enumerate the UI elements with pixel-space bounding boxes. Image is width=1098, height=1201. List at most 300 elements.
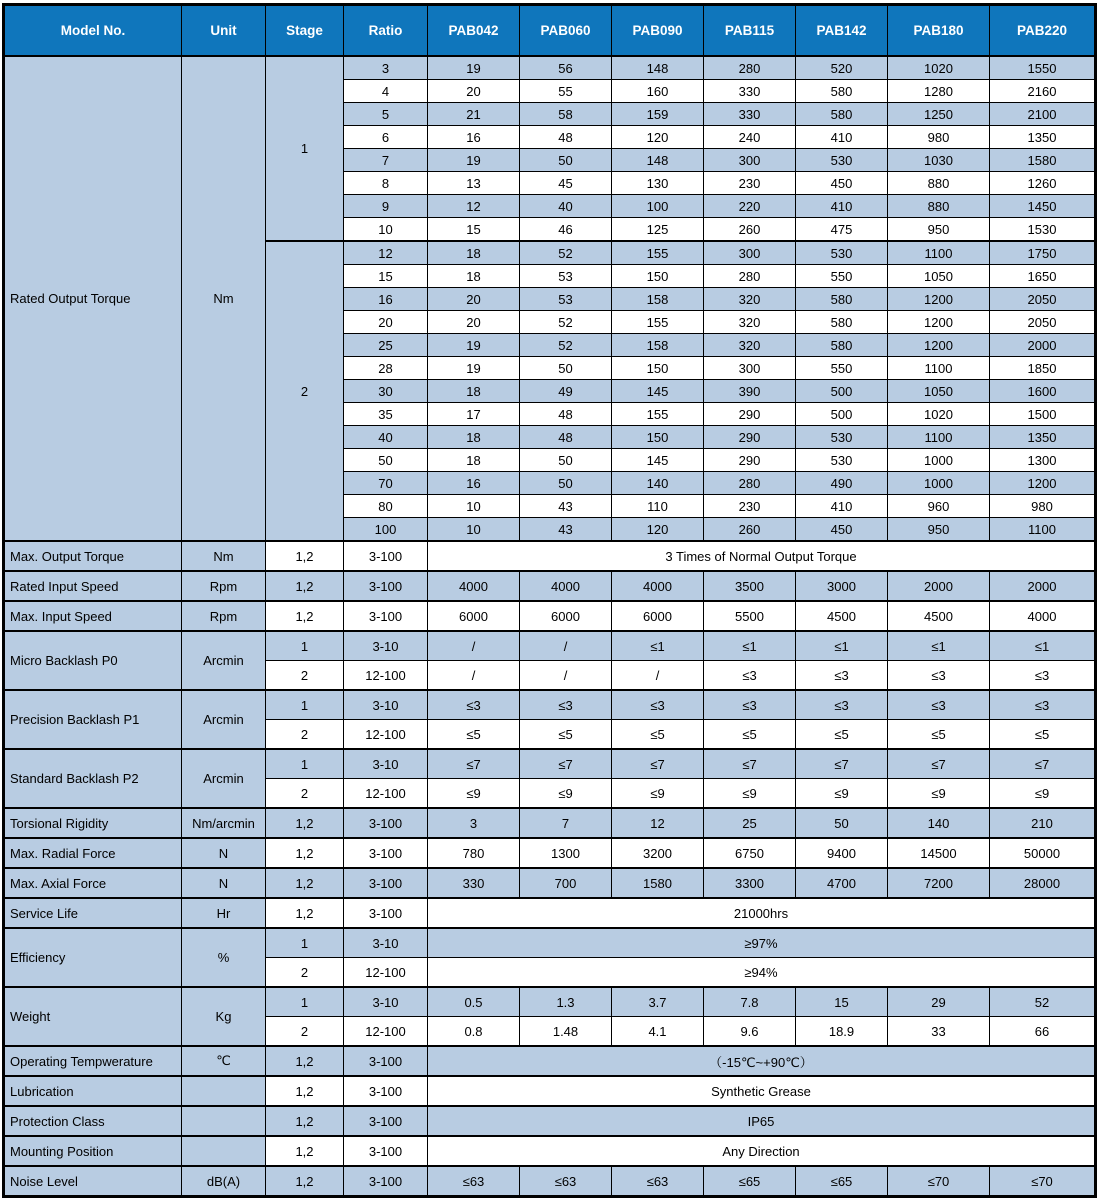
value-cell: 18 bbox=[428, 380, 520, 403]
unit-cell: dB(A) bbox=[182, 1166, 266, 1197]
ratio-cell: 12-100 bbox=[344, 779, 428, 809]
value-cell: ≤1 bbox=[888, 631, 990, 661]
value-cell: 980 bbox=[990, 495, 1096, 518]
stage-cell: 1 bbox=[266, 631, 344, 661]
value-cell: ≤3 bbox=[796, 690, 888, 720]
value-cell: 960 bbox=[888, 495, 990, 518]
ratio-cell: 30 bbox=[344, 380, 428, 403]
value-cell: 1530 bbox=[990, 218, 1096, 242]
stage-cell: 1,2 bbox=[266, 808, 344, 838]
ratio-cell: 8 bbox=[344, 172, 428, 195]
value-cell: 9.6 bbox=[704, 1017, 796, 1047]
value-cell: 1200 bbox=[888, 311, 990, 334]
row-label: Noise Level bbox=[4, 1166, 182, 1197]
value-cell: 230 bbox=[704, 172, 796, 195]
stage-cell: 2 bbox=[266, 958, 344, 988]
ratio-cell: 12-100 bbox=[344, 1017, 428, 1047]
value-cell: 145 bbox=[612, 380, 704, 403]
value-cell: ≤7 bbox=[888, 749, 990, 779]
value-cell: 1100 bbox=[888, 241, 990, 265]
value-cell: ≤1 bbox=[990, 631, 1096, 661]
ratio-cell: 3-100 bbox=[344, 1136, 428, 1166]
value-cell: ≤5 bbox=[796, 720, 888, 750]
ratio-cell: 7 bbox=[344, 149, 428, 172]
row-label: Standard Backlash P2 bbox=[4, 749, 182, 808]
ratio-cell: 12-100 bbox=[344, 720, 428, 750]
value-cell: 980 bbox=[888, 126, 990, 149]
value-cell: 6000 bbox=[612, 601, 704, 631]
value-cell: 530 bbox=[796, 149, 888, 172]
value-cell: ≤3 bbox=[796, 661, 888, 691]
value-cell: 410 bbox=[796, 195, 888, 218]
value-cell: 580 bbox=[796, 334, 888, 357]
ratio-cell: 10 bbox=[344, 218, 428, 242]
value-cell: 52 bbox=[520, 311, 612, 334]
value-cell: ≤9 bbox=[704, 779, 796, 809]
stage-cell: 1,2 bbox=[266, 1106, 344, 1136]
value-cell: 530 bbox=[796, 449, 888, 472]
ratio-cell: 4 bbox=[344, 80, 428, 103]
value-cell: 530 bbox=[796, 426, 888, 449]
ratio-cell: 3 bbox=[344, 56, 428, 80]
value-cell: 159 bbox=[612, 103, 704, 126]
value-cell: 7200 bbox=[888, 868, 990, 898]
span-value-cell: 3 Times of Normal Output Torque bbox=[428, 541, 1096, 571]
value-cell: 390 bbox=[704, 380, 796, 403]
value-cell: 290 bbox=[704, 403, 796, 426]
value-cell: 45 bbox=[520, 172, 612, 195]
value-cell: 19 bbox=[428, 56, 520, 80]
value-cell: / bbox=[520, 661, 612, 691]
unit-cell: Hr bbox=[182, 898, 266, 928]
value-cell: 140 bbox=[612, 472, 704, 495]
value-cell: 48 bbox=[520, 126, 612, 149]
row-label: Max. Axial Force bbox=[4, 868, 182, 898]
value-cell: 1100 bbox=[990, 518, 1096, 542]
value-cell: 158 bbox=[612, 288, 704, 311]
table-row bbox=[4, 541, 1096, 571]
stage-cell: 2 bbox=[266, 720, 344, 750]
stage-cell: 1 bbox=[266, 749, 344, 779]
header-row bbox=[4, 5, 1096, 57]
header-cell-stage: Stage bbox=[266, 5, 344, 57]
value-cell: 1580 bbox=[990, 149, 1096, 172]
value-cell: ≤9 bbox=[520, 779, 612, 809]
value-cell: 320 bbox=[704, 288, 796, 311]
row-label: Precision Backlash P1 bbox=[4, 690, 182, 749]
spec-table bbox=[2, 3, 1097, 1198]
value-cell: 155 bbox=[612, 311, 704, 334]
value-cell: 56 bbox=[520, 56, 612, 80]
table-row bbox=[4, 987, 1096, 1017]
value-cell: ≤5 bbox=[612, 720, 704, 750]
value-cell: 500 bbox=[796, 380, 888, 403]
value-cell: 4000 bbox=[612, 571, 704, 601]
value-cell: ≤3 bbox=[888, 661, 990, 691]
span-value-cell: （-15℃~+90℃） bbox=[428, 1046, 1096, 1076]
value-cell: 148 bbox=[612, 56, 704, 80]
value-cell: 15 bbox=[796, 987, 888, 1017]
unit-cell: Kg bbox=[182, 987, 266, 1046]
ratio-cell: 80 bbox=[344, 495, 428, 518]
value-cell: 1100 bbox=[888, 357, 990, 380]
value-cell: 1200 bbox=[990, 472, 1096, 495]
value-cell: 3000 bbox=[796, 571, 888, 601]
value-cell: 4000 bbox=[990, 601, 1096, 631]
ratio-cell: 40 bbox=[344, 426, 428, 449]
value-cell: 20 bbox=[428, 311, 520, 334]
value-cell: 330 bbox=[704, 80, 796, 103]
header-cell-pab142: PAB142 bbox=[796, 5, 888, 57]
stage-cell: 1 bbox=[266, 56, 344, 241]
value-cell: 6750 bbox=[704, 838, 796, 868]
table-row bbox=[4, 838, 1096, 868]
value-cell: 4000 bbox=[520, 571, 612, 601]
value-cell: 5500 bbox=[704, 601, 796, 631]
value-cell: 880 bbox=[888, 195, 990, 218]
row-label: Max. Input Speed bbox=[4, 601, 182, 631]
stage-cell: 1,2 bbox=[266, 1076, 344, 1106]
value-cell: ≤9 bbox=[990, 779, 1096, 809]
span-value-cell: IP65 bbox=[428, 1106, 1096, 1136]
value-cell: ≤1 bbox=[796, 631, 888, 661]
table-row bbox=[4, 631, 1096, 661]
value-cell: 18 bbox=[428, 449, 520, 472]
stage-cell: 2 bbox=[266, 241, 344, 541]
value-cell: 21 bbox=[428, 103, 520, 126]
value-cell: 52 bbox=[520, 241, 612, 265]
table-row bbox=[4, 690, 1096, 720]
stage-cell: 1,2 bbox=[266, 541, 344, 571]
unit-cell: N bbox=[182, 868, 266, 898]
value-cell: 1200 bbox=[888, 288, 990, 311]
ratio-cell: 25 bbox=[344, 334, 428, 357]
value-cell: 19 bbox=[428, 149, 520, 172]
header-cell-pab180: PAB180 bbox=[888, 5, 990, 57]
value-cell: 12 bbox=[612, 808, 704, 838]
value-cell: 1030 bbox=[888, 149, 990, 172]
value-cell: 300 bbox=[704, 241, 796, 265]
value-cell: 7.8 bbox=[704, 987, 796, 1017]
value-cell: 18 bbox=[428, 241, 520, 265]
value-cell: 1850 bbox=[990, 357, 1096, 380]
value-cell: ≤3 bbox=[704, 690, 796, 720]
value-cell: 155 bbox=[612, 403, 704, 426]
ratio-cell: 5 bbox=[344, 103, 428, 126]
value-cell: 130 bbox=[612, 172, 704, 195]
table-header bbox=[4, 5, 1096, 57]
value-cell: 50 bbox=[796, 808, 888, 838]
row-label: Weight bbox=[4, 987, 182, 1046]
value-cell: ≤7 bbox=[990, 749, 1096, 779]
value-cell: 4.1 bbox=[612, 1017, 704, 1047]
value-cell: 160 bbox=[612, 80, 704, 103]
unit-cell bbox=[182, 1106, 266, 1136]
ratio-cell: 70 bbox=[344, 472, 428, 495]
value-cell: 1.3 bbox=[520, 987, 612, 1017]
value-cell: 1020 bbox=[888, 56, 990, 80]
value-cell: ≤1 bbox=[704, 631, 796, 661]
value-cell: 6000 bbox=[520, 601, 612, 631]
value-cell: 260 bbox=[704, 218, 796, 242]
stage-cell: 1,2 bbox=[266, 868, 344, 898]
value-cell: 320 bbox=[704, 334, 796, 357]
row-label: Operating Tempwerature bbox=[4, 1046, 182, 1076]
value-cell: ≤63 bbox=[428, 1166, 520, 1197]
span-value-cell: Any Direction bbox=[428, 1136, 1096, 1166]
stage-cell: 1,2 bbox=[266, 898, 344, 928]
stage-cell: 1 bbox=[266, 987, 344, 1017]
value-cell: 110 bbox=[612, 495, 704, 518]
value-cell: ≤3 bbox=[990, 661, 1096, 691]
value-cell: 1500 bbox=[990, 403, 1096, 426]
value-cell: / bbox=[612, 661, 704, 691]
value-cell: 40 bbox=[520, 195, 612, 218]
value-cell: 530 bbox=[796, 241, 888, 265]
value-cell: 29 bbox=[888, 987, 990, 1017]
ratio-cell: 3-100 bbox=[344, 541, 428, 571]
value-cell: 230 bbox=[704, 495, 796, 518]
unit-cell: Rpm bbox=[182, 571, 266, 601]
unit-cell: Arcmin bbox=[182, 690, 266, 749]
value-cell: 48 bbox=[520, 426, 612, 449]
unit-cell: Rpm bbox=[182, 601, 266, 631]
value-cell: ≤1 bbox=[612, 631, 704, 661]
value-cell: 46 bbox=[520, 218, 612, 242]
value-cell: 500 bbox=[796, 403, 888, 426]
value-cell: 17 bbox=[428, 403, 520, 426]
value-cell: 1050 bbox=[888, 380, 990, 403]
value-cell: 1020 bbox=[888, 403, 990, 426]
stage-cell: 1,2 bbox=[266, 1136, 344, 1166]
value-cell: 58 bbox=[520, 103, 612, 126]
value-cell: 2050 bbox=[990, 288, 1096, 311]
value-cell: 19 bbox=[428, 334, 520, 357]
unit-cell: ℃ bbox=[182, 1046, 266, 1076]
table-row bbox=[4, 56, 1096, 80]
stage-cell: 2 bbox=[266, 661, 344, 691]
value-cell: 53 bbox=[520, 265, 612, 288]
value-cell: 580 bbox=[796, 80, 888, 103]
value-cell: 410 bbox=[796, 495, 888, 518]
value-cell: ≤3 bbox=[888, 690, 990, 720]
value-cell: 20 bbox=[428, 80, 520, 103]
value-cell: ≤3 bbox=[612, 690, 704, 720]
table-row bbox=[4, 571, 1096, 601]
value-cell: 7 bbox=[520, 808, 612, 838]
value-cell: 1200 bbox=[888, 334, 990, 357]
value-cell: 1100 bbox=[888, 426, 990, 449]
value-cell: 260 bbox=[704, 518, 796, 542]
value-cell: 145 bbox=[612, 449, 704, 472]
unit-cell: Nm/arcmin bbox=[182, 808, 266, 838]
value-cell: 1050 bbox=[888, 265, 990, 288]
header-cell-unit: Unit bbox=[182, 5, 266, 57]
ratio-cell: 3-10 bbox=[344, 631, 428, 661]
value-cell: 66 bbox=[990, 1017, 1096, 1047]
table-body bbox=[4, 56, 1096, 1197]
value-cell: 1750 bbox=[990, 241, 1096, 265]
value-cell: 158 bbox=[612, 334, 704, 357]
value-cell: 28000 bbox=[990, 868, 1096, 898]
header-cell-pab042: PAB042 bbox=[428, 5, 520, 57]
ratio-cell: 12-100 bbox=[344, 958, 428, 988]
stage-cell: 1,2 bbox=[266, 1046, 344, 1076]
value-cell: 3 bbox=[428, 808, 520, 838]
value-cell: 150 bbox=[612, 426, 704, 449]
header-cell-pab220: PAB220 bbox=[990, 5, 1096, 57]
value-cell: ≤3 bbox=[990, 690, 1096, 720]
value-cell: 120 bbox=[612, 518, 704, 542]
span-value-cell: ≥94% bbox=[428, 958, 1096, 988]
value-cell: 4500 bbox=[796, 601, 888, 631]
value-cell: 50 bbox=[520, 449, 612, 472]
unit-cell: Nm bbox=[182, 541, 266, 571]
table-row bbox=[4, 928, 1096, 958]
ratio-cell: 3-10 bbox=[344, 928, 428, 958]
ratio-cell: 3-100 bbox=[344, 1046, 428, 1076]
value-cell: 155 bbox=[612, 241, 704, 265]
value-cell: 4000 bbox=[428, 571, 520, 601]
value-cell: 18.9 bbox=[796, 1017, 888, 1047]
unit-cell: Arcmin bbox=[182, 749, 266, 808]
value-cell: 13 bbox=[428, 172, 520, 195]
header-cell-pab090: PAB090 bbox=[612, 5, 704, 57]
unit-cell: Arcmin bbox=[182, 631, 266, 690]
ratio-cell: 9 bbox=[344, 195, 428, 218]
value-cell: ≤5 bbox=[704, 720, 796, 750]
value-cell: 700 bbox=[520, 868, 612, 898]
value-cell: 140 bbox=[888, 808, 990, 838]
row-label: Max. Radial Force bbox=[4, 838, 182, 868]
value-cell: 1550 bbox=[990, 56, 1096, 80]
value-cell: 240 bbox=[704, 126, 796, 149]
unit-cell bbox=[182, 1076, 266, 1106]
value-cell: 15 bbox=[428, 218, 520, 242]
unit-cell: Nm bbox=[182, 56, 266, 541]
ratio-cell: 100 bbox=[344, 518, 428, 542]
unit-cell: % bbox=[182, 928, 266, 987]
ratio-cell: 35 bbox=[344, 403, 428, 426]
value-cell: 6000 bbox=[428, 601, 520, 631]
row-label: Rated Input Speed bbox=[4, 571, 182, 601]
row-label: Torsional Rigidity bbox=[4, 808, 182, 838]
value-cell: ≤70 bbox=[990, 1166, 1096, 1197]
value-cell: 330 bbox=[428, 868, 520, 898]
value-cell: 280 bbox=[704, 472, 796, 495]
value-cell: 580 bbox=[796, 103, 888, 126]
table-row bbox=[4, 749, 1096, 779]
value-cell: ≤5 bbox=[888, 720, 990, 750]
ratio-cell: 3-100 bbox=[344, 571, 428, 601]
value-cell: 330 bbox=[704, 103, 796, 126]
value-cell: 280 bbox=[704, 56, 796, 80]
value-cell: 580 bbox=[796, 311, 888, 334]
value-cell: 1250 bbox=[888, 103, 990, 126]
value-cell: 1280 bbox=[888, 80, 990, 103]
value-cell: 150 bbox=[612, 265, 704, 288]
table-row bbox=[4, 601, 1096, 631]
table-row bbox=[4, 898, 1096, 928]
ratio-cell: 16 bbox=[344, 288, 428, 311]
value-cell: 950 bbox=[888, 518, 990, 542]
row-label: Lubrication bbox=[4, 1076, 182, 1106]
value-cell: 490 bbox=[796, 472, 888, 495]
value-cell: / bbox=[428, 631, 520, 661]
value-cell: ≤70 bbox=[888, 1166, 990, 1197]
value-cell: 16 bbox=[428, 126, 520, 149]
value-cell: 3.7 bbox=[612, 987, 704, 1017]
value-cell: 290 bbox=[704, 449, 796, 472]
value-cell: 48 bbox=[520, 403, 612, 426]
value-cell: 50000 bbox=[990, 838, 1096, 868]
row-label: Protection Class bbox=[4, 1106, 182, 1136]
value-cell: 1350 bbox=[990, 426, 1096, 449]
value-cell: ≤3 bbox=[704, 661, 796, 691]
value-cell: / bbox=[428, 661, 520, 691]
ratio-cell: 50 bbox=[344, 449, 428, 472]
value-cell: ≤7 bbox=[428, 749, 520, 779]
stage-cell: 1 bbox=[266, 690, 344, 720]
value-cell: 550 bbox=[796, 265, 888, 288]
value-cell: 55 bbox=[520, 80, 612, 103]
value-cell: 290 bbox=[704, 426, 796, 449]
value-cell: 1580 bbox=[612, 868, 704, 898]
value-cell: ≤65 bbox=[704, 1166, 796, 1197]
header-cell-ratio: Ratio bbox=[344, 5, 428, 57]
value-cell: 16 bbox=[428, 472, 520, 495]
value-cell: 280 bbox=[704, 265, 796, 288]
value-cell: ≤7 bbox=[704, 749, 796, 779]
value-cell: 148 bbox=[612, 149, 704, 172]
value-cell: 450 bbox=[796, 172, 888, 195]
stage-cell: 1,2 bbox=[266, 601, 344, 631]
table-row bbox=[4, 1076, 1096, 1106]
value-cell: 18 bbox=[428, 265, 520, 288]
value-cell: 410 bbox=[796, 126, 888, 149]
stage-cell: 2 bbox=[266, 779, 344, 809]
value-cell: 475 bbox=[796, 218, 888, 242]
value-cell: 53 bbox=[520, 288, 612, 311]
value-cell: 4700 bbox=[796, 868, 888, 898]
value-cell: 19 bbox=[428, 357, 520, 380]
value-cell: / bbox=[520, 631, 612, 661]
value-cell: 1350 bbox=[990, 126, 1096, 149]
value-cell: 9400 bbox=[796, 838, 888, 868]
header-cell-model-no-: Model No. bbox=[4, 5, 182, 57]
ratio-cell: 3-100 bbox=[344, 898, 428, 928]
value-cell: 520 bbox=[796, 56, 888, 80]
value-cell: 12 bbox=[428, 195, 520, 218]
value-cell: ≤9 bbox=[612, 779, 704, 809]
value-cell: 10 bbox=[428, 495, 520, 518]
value-cell: 880 bbox=[888, 172, 990, 195]
value-cell: 150 bbox=[612, 357, 704, 380]
value-cell: 0.8 bbox=[428, 1017, 520, 1047]
table-row bbox=[4, 1136, 1096, 1166]
ratio-cell: 3-100 bbox=[344, 1106, 428, 1136]
value-cell: 1000 bbox=[888, 472, 990, 495]
stage-cell: 1,2 bbox=[266, 838, 344, 868]
value-cell: ≤3 bbox=[520, 690, 612, 720]
row-label: Micro Backlash P0 bbox=[4, 631, 182, 690]
ratio-cell: 3-10 bbox=[344, 690, 428, 720]
ratio-cell: 3-10 bbox=[344, 987, 428, 1017]
value-cell: 1600 bbox=[990, 380, 1096, 403]
value-cell: 0.5 bbox=[428, 987, 520, 1017]
row-label: Max. Output Torque bbox=[4, 541, 182, 571]
value-cell: ≤9 bbox=[888, 779, 990, 809]
